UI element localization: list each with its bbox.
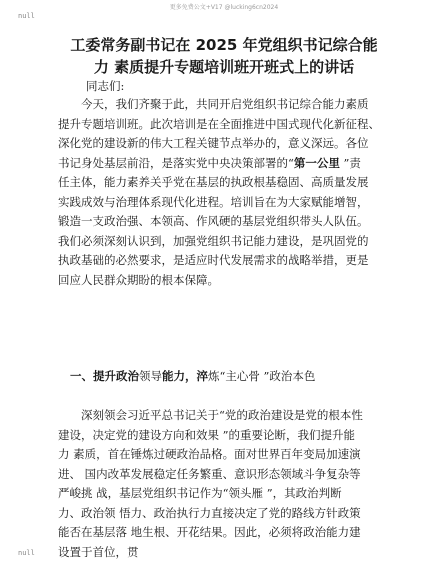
title-line-1: 工委常务副书记在 2025 年党组织书记综合能 <box>70 36 378 54</box>
heading-bold-text: 淬 <box>196 369 208 383</box>
text-line: 能否在基层落 地生根、开花结果。因此，必须将政治能力建 <box>58 525 361 539</box>
page-marker-top: null <box>18 12 35 20</box>
text-line: 深化党的建设新的伟大工程关键节点举办的，意义深远。各位 <box>58 136 369 150</box>
text-line: 提升专题培训班。此次培训是在全面推进中国式现代化新征程、 <box>58 116 380 131</box>
text-line: 今天，我们齐聚于此，共同开启党组织书记综合能力素质 <box>81 97 369 111</box>
text-line: 设置于首位，贯 <box>58 544 139 559</box>
text-line: 我们必须深刻认识到，加强党组织书记能力建设，是巩固党的 <box>58 233 369 248</box>
page-header-watermark: 更多免费公文+V17 @lucking6cn2024 <box>169 4 279 11</box>
text-line: 力、政治领 悟力、政治执行力直接决定了党的路线方针政策 <box>58 505 361 520</box>
section-heading-1 <box>70 367 315 387</box>
text-line: 严峻挑 战，基层党组织书记作为“领头雁 ”，其政治判断 <box>58 486 342 500</box>
text-line: 实践成效与治理体系现代化进程。培训旨在为大家赋能增智， <box>58 194 369 209</box>
text-line: 锻造一支政治强、本领高、作风硬的基层党组织带头人队伍。 <box>58 214 369 228</box>
emphasis-text: 第一公里 <box>293 155 340 170</box>
text-line: 执政基础的必然要求，是适应时代发展需求的战略举措，更是 <box>58 253 369 267</box>
heading-bold-text: 提升政治 <box>93 369 139 383</box>
text-line: 深刻领会习近平总书记关于“党的政治建设是党的根本性 <box>81 408 363 422</box>
document-title <box>0 34 448 78</box>
paragraph-section-1 <box>58 406 430 562</box>
heading-separator: ， <box>185 369 197 383</box>
page-marker-bottom: null <box>18 549 35 557</box>
text-line: 回应人民群众期盼的根本保障。 <box>58 272 219 287</box>
heading-text: 炼“主心骨 ”政治本色 <box>208 369 316 383</box>
text-line: 任主体，能力素养关乎党在基层的执政根基稳固、高质量发展 <box>58 175 369 189</box>
text-line: 建设，决定党的建设方向和效果 ”的重要论断，我们提升能 <box>58 427 356 442</box>
text-line: 力 素质，首在锤炼过硬政治品格。面对世界百年变局加速演 <box>58 447 361 461</box>
text-segment: ”责 <box>339 155 361 170</box>
text-line: 进、 国内改革发展稳定任务繁重、意识形态领域斗争复杂等 <box>58 466 361 481</box>
heading-text: 领导 <box>139 369 162 383</box>
title-line-2: 力 素质提升专题培训班开班式上的讲话 <box>93 58 355 76</box>
text-segment: 书记身处基层前沿，是落实党中央决策部署的“ <box>58 155 294 170</box>
paragraph-intro <box>58 95 430 290</box>
greeting: 同志们: <box>86 79 125 93</box>
heading-number: 一、 <box>70 369 93 383</box>
text-line <box>58 154 430 174</box>
heading-bold-text: 能力 <box>162 369 185 383</box>
